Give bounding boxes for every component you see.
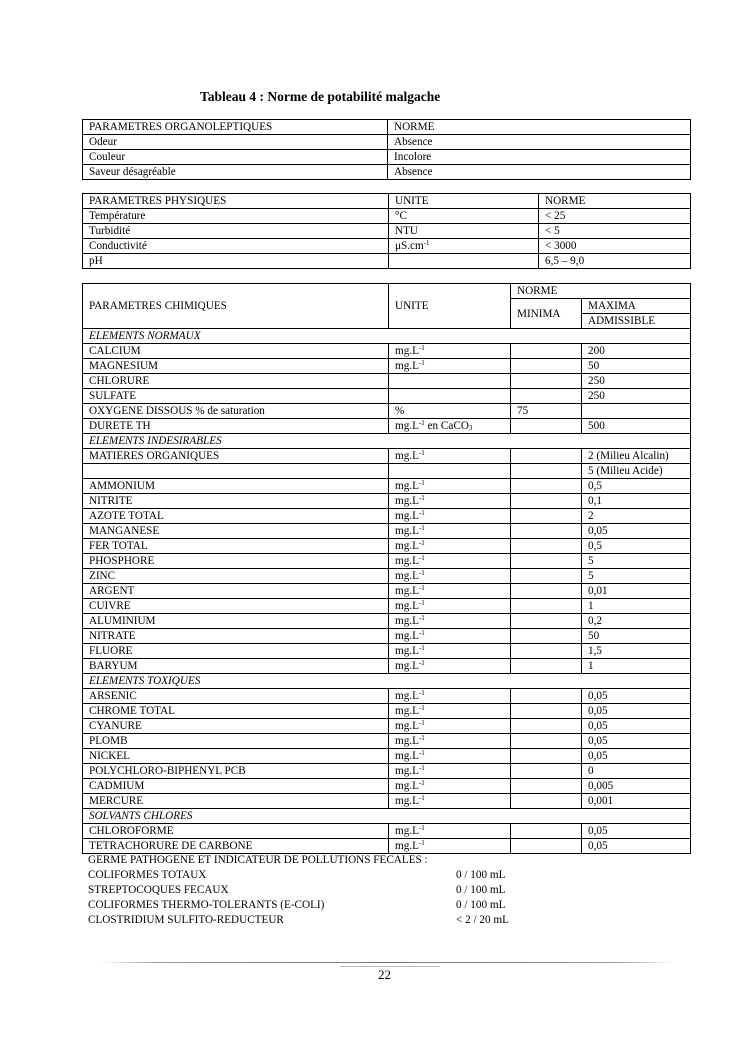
norme-value: < 5 xyxy=(539,224,691,239)
minima-value xyxy=(511,704,582,719)
unit-cell: NTU xyxy=(389,224,539,239)
param-name: TETRACHORURE DE CARBONE xyxy=(83,839,389,854)
unit-cell xyxy=(389,254,539,269)
maxima-value: 500 xyxy=(582,419,691,434)
maxima-value: 0,5 xyxy=(582,479,691,494)
minima-value xyxy=(511,779,582,794)
minima-value xyxy=(511,764,582,779)
maxima-value: 1,5 xyxy=(582,644,691,659)
unit-cell: $mg.L^{-1}$ en CaCO$_3$ xyxy=(389,419,511,434)
table-row xyxy=(83,629,691,644)
table-row xyxy=(83,509,691,524)
minima-value xyxy=(511,509,582,524)
germ-row xyxy=(88,883,608,898)
table-row xyxy=(83,569,691,584)
organo-header-param: PARAMETRES ORGANOLEPTIQUES xyxy=(83,120,388,135)
maxima-value: 0,05 xyxy=(582,734,691,749)
section-label: ELEMENTS INDESIRABLES xyxy=(83,434,691,449)
param-name: ARGENT xyxy=(83,584,389,599)
unit-cell: $mg.L^{-1}$ xyxy=(389,359,511,374)
minima-value xyxy=(511,374,582,389)
param-name: ZINC xyxy=(83,569,389,584)
physique-header-norme: NORME xyxy=(539,194,691,209)
unit-exponent: -1 xyxy=(418,689,425,697)
chemical-table xyxy=(82,283,691,854)
unit-exponent: -1 xyxy=(418,419,425,427)
table-row xyxy=(83,359,691,374)
table-row xyxy=(83,389,691,404)
param-name: CYANURE xyxy=(83,719,389,734)
maxima-value: 0,001 xyxy=(582,794,691,809)
unit-exponent: -1 xyxy=(418,599,425,607)
unit-cell: $mg.L^{-1}$ xyxy=(389,584,511,599)
param-name: PLOMB xyxy=(83,734,389,749)
organoleptic-table xyxy=(82,119,691,180)
minima-value xyxy=(511,464,582,479)
unit-cell: $mg.L^{-1}$ xyxy=(389,449,511,464)
param-name: MANGANESE xyxy=(83,524,389,539)
minima-value: 75 xyxy=(511,404,582,419)
unit-exponent: -1 xyxy=(418,359,425,367)
unit-cell: $mg.L^{-1}$ xyxy=(389,734,511,749)
organo-header-row xyxy=(83,120,691,135)
param-name: pH xyxy=(83,254,389,269)
unit-exponent: -1 xyxy=(418,719,425,727)
param-name: CHROME TOTAL xyxy=(83,704,389,719)
minima-value xyxy=(511,539,582,554)
param-name: CADMIUM xyxy=(83,779,389,794)
chem-header-norme: NORME xyxy=(511,284,691,299)
param-name: FLUORE xyxy=(83,644,389,659)
unit-exponent: -1 xyxy=(418,554,425,562)
param-name: MERCURE xyxy=(83,794,389,809)
chem-header-maxima: MAXIMA xyxy=(582,299,691,314)
section-label: ELEMENTS TOXIQUES xyxy=(83,674,691,689)
maxima-value: 0,1 xyxy=(582,494,691,509)
minima-value xyxy=(511,494,582,509)
param-name: NITRATE xyxy=(83,629,389,644)
param-name: FER TOTAL xyxy=(83,539,389,554)
unit-cell: $\mu S.cm^{-1}$ xyxy=(389,239,539,254)
maxima-value: 0,2 xyxy=(582,614,691,629)
section-label: ELEMENTS NORMAUX xyxy=(83,329,691,344)
norme-value: Absence xyxy=(388,165,691,180)
minima-value xyxy=(511,689,582,704)
physique-header-param: PARAMETRES PHYSIQUES xyxy=(83,194,389,209)
maxima-value xyxy=(582,404,691,419)
maxima-value: 1 xyxy=(582,659,691,674)
param-name: Couleur xyxy=(83,150,388,165)
chem-header-row-1 xyxy=(83,284,691,299)
chem-header-param: PARAMETRES CHIMIQUES xyxy=(83,284,389,329)
germ-value: < 2 / 20 mL xyxy=(456,914,509,926)
unit-exponent: -1 xyxy=(418,494,425,502)
unit-exponent: -1 xyxy=(418,449,425,457)
minima-value xyxy=(511,344,582,359)
minima-value xyxy=(511,614,582,629)
unit-cell: $mg.L^{-1}$ xyxy=(389,614,511,629)
germ-value: 0 / 100 mL xyxy=(456,899,506,911)
chem-header-admissible: ADMISSIBLE xyxy=(582,314,691,329)
unit-cell: °C xyxy=(389,209,539,224)
maxima-value: 0,05 xyxy=(582,704,691,719)
minima-value xyxy=(511,599,582,614)
param-name xyxy=(83,464,389,479)
minima-value xyxy=(511,449,582,464)
unit-exponent: -1 xyxy=(418,539,425,547)
unit-cell: % xyxy=(389,404,511,419)
param-name: NITRITE xyxy=(83,494,389,509)
maxima-value: 0,5 xyxy=(582,539,691,554)
maxima-value: 0,05 xyxy=(582,524,691,539)
param-name: MAGNESIUM xyxy=(83,359,389,374)
param-name: AMMONIUM xyxy=(83,479,389,494)
unit-cell: $mg.L^{-1}$ xyxy=(389,479,511,494)
param-name: ALUMINIUM xyxy=(83,614,389,629)
minima-value xyxy=(511,644,582,659)
param-name: Saveur désagréable xyxy=(83,165,388,180)
germ-heading: GERME PATHOGENE ET INDICATEUR DE POLLUTIONS FECALES : xyxy=(88,854,428,866)
table-row xyxy=(83,150,691,165)
norme-value: 6,5 – 9,0 xyxy=(539,254,691,269)
unit-exponent: -1 xyxy=(418,749,425,757)
minima-value xyxy=(511,359,582,374)
minima-value xyxy=(511,419,582,434)
unit-cell: $mg.L^{-1}$ xyxy=(389,689,511,704)
param-name: BARYUM xyxy=(83,659,389,674)
param-name: OXYGENE DISSOUS % de saturation xyxy=(83,404,389,419)
param-name: MATIERES ORGANIQUES xyxy=(83,449,389,464)
unit-cell: $mg.L^{-1}$ xyxy=(389,764,511,779)
minima-value xyxy=(511,839,582,854)
unit-cell xyxy=(389,374,511,389)
unit-cell: $mg.L^{-1}$ xyxy=(389,704,511,719)
table-row xyxy=(83,494,691,509)
maxima-value: 1 xyxy=(582,599,691,614)
table-row xyxy=(83,734,691,749)
unit-cell: $mg.L^{-1}$ xyxy=(389,494,511,509)
param-name: POLYCHLORO-BIPHENYL PCB xyxy=(83,764,389,779)
norme-value: Incolore xyxy=(388,150,691,165)
unit-cell: $mg.L^{-1}$ xyxy=(389,824,511,839)
unit-cell: $mg.L^{-1}$ xyxy=(389,719,511,734)
table-row xyxy=(83,599,691,614)
table-row xyxy=(83,449,691,464)
param-name: DURETE TH xyxy=(83,419,389,434)
param-name: CHLORURE xyxy=(83,374,389,389)
maxima-value: 200 xyxy=(582,344,691,359)
minima-value xyxy=(511,479,582,494)
table-row xyxy=(83,344,691,359)
unit-exponent: -1 xyxy=(418,614,425,622)
unit-exponent: -1 xyxy=(418,569,425,577)
table-row xyxy=(83,239,691,254)
unit-cell: $mg.L^{-1}$ xyxy=(389,509,511,524)
table-row xyxy=(83,689,691,704)
chem-header-minima: MINIMA xyxy=(511,299,582,329)
maxima-value: 0,005 xyxy=(582,779,691,794)
table-row xyxy=(83,479,691,494)
param-name: Turbidité xyxy=(83,224,389,239)
maxima-value: 0,05 xyxy=(582,719,691,734)
germ-name: COLIFORMES THERMO-TOLERANTS (E-COLI) xyxy=(88,899,325,911)
minima-value xyxy=(511,659,582,674)
unit-cell: $mg.L^{-1}$ xyxy=(389,659,511,674)
minima-value xyxy=(511,524,582,539)
physical-table xyxy=(82,193,691,269)
param-name: PHOSPHORE xyxy=(83,554,389,569)
table-row xyxy=(83,659,691,674)
unit-exponent: -1 xyxy=(418,704,425,712)
minima-value xyxy=(511,554,582,569)
table-row xyxy=(83,764,691,779)
table-row xyxy=(83,224,691,239)
param-name: Odeur xyxy=(83,135,388,150)
unit-cell: $mg.L^{-1}$ xyxy=(389,554,511,569)
param-name: SULFATE xyxy=(83,389,389,404)
table-row xyxy=(83,584,691,599)
germ-value: 0 / 100 mL xyxy=(456,884,506,896)
maxima-value: 50 xyxy=(582,359,691,374)
maxima-value: 5 xyxy=(582,569,691,584)
table-row xyxy=(83,209,691,224)
maxima-value: 250 xyxy=(582,389,691,404)
unit-cell: $mg.L^{-1}$ xyxy=(389,569,511,584)
germ-row xyxy=(88,868,608,883)
section-row xyxy=(83,434,691,449)
maxima-value: 50 xyxy=(582,629,691,644)
maxima-value: 0,05 xyxy=(582,839,691,854)
unit-exponent: -1 xyxy=(418,479,425,487)
unit-exponent: -1 xyxy=(423,239,430,247)
unit-cell: $mg.L^{-1}$ xyxy=(389,344,511,359)
table-row xyxy=(83,374,691,389)
maxima-value: 5 (Milieu Acide) xyxy=(582,464,691,479)
table-row xyxy=(83,254,691,269)
table-row xyxy=(83,464,691,479)
organo-header-norme: NORME xyxy=(388,120,691,135)
table-row xyxy=(83,824,691,839)
unit-exponent: -1 xyxy=(418,839,425,847)
unit-exponent: -1 xyxy=(418,764,425,772)
minima-value xyxy=(511,824,582,839)
germ-name: STREPTOCOQUES FECAUX xyxy=(88,884,229,896)
table-row xyxy=(83,794,691,809)
minima-value xyxy=(511,569,582,584)
minima-value xyxy=(511,734,582,749)
table-row xyxy=(83,539,691,554)
table-title: Tableau 4 : Norme de potabilité malgache xyxy=(200,89,441,104)
unit-subscript: 3 xyxy=(468,424,473,432)
unit-cell: $mg.L^{-1}$ xyxy=(389,599,511,614)
unit-cell: $mg.L^{-1}$ xyxy=(389,794,511,809)
unit-cell: $mg.L^{-1}$ xyxy=(389,644,511,659)
section-row xyxy=(83,809,691,824)
germ-value: 0 / 100 mL xyxy=(456,869,506,881)
table-row xyxy=(83,614,691,629)
table-row xyxy=(83,779,691,794)
param-name: CHLOROFORME xyxy=(83,824,389,839)
table-row xyxy=(83,839,691,854)
minima-value xyxy=(511,794,582,809)
maxima-value: 0,05 xyxy=(582,824,691,839)
table-row xyxy=(83,419,691,434)
maxima-value: 0 xyxy=(582,764,691,779)
norme-value: < 3000 xyxy=(539,239,691,254)
norme-value: < 25 xyxy=(539,209,691,224)
minima-value xyxy=(511,629,582,644)
section-row xyxy=(83,674,691,689)
unit-exponent: -1 xyxy=(418,659,425,667)
unit-cell: $mg.L^{-1}$ xyxy=(389,839,511,854)
unit-exponent: -1 xyxy=(418,584,425,592)
unit-exponent: -1 xyxy=(418,794,425,802)
param-name: Conductivité xyxy=(83,239,389,254)
param-name: ARSENIC xyxy=(83,689,389,704)
norme-value: Absence xyxy=(388,135,691,150)
unit-cell xyxy=(389,464,511,479)
germ-row xyxy=(88,898,608,913)
table-row xyxy=(83,135,691,150)
unit-exponent: -1 xyxy=(418,824,425,832)
unit-exponent: -1 xyxy=(418,344,425,352)
germ-row xyxy=(88,913,608,928)
page-number: 22 xyxy=(378,967,391,982)
param-name: Température xyxy=(83,209,389,224)
unit-exponent: -1 xyxy=(418,779,425,787)
unit-exponent: -1 xyxy=(418,629,425,637)
section-label: SOLVANTS CHLORES xyxy=(83,809,691,824)
param-name: CUIVRE xyxy=(83,599,389,614)
table-row xyxy=(83,165,691,180)
germ-name: COLIFORMES TOTAUX xyxy=(88,869,207,881)
table-row xyxy=(83,719,691,734)
physique-header-row xyxy=(83,194,691,209)
germ-section xyxy=(88,853,608,928)
minima-value xyxy=(511,389,582,404)
germ-name: CLOSTRIDIUM SULFITO-REDUCTEUR xyxy=(88,914,284,926)
unit-exponent: -1 xyxy=(418,644,425,652)
chem-header-unit: UNITE xyxy=(389,284,511,329)
unit-cell: $mg.L^{-1}$ xyxy=(389,629,511,644)
table-row xyxy=(83,524,691,539)
minima-value xyxy=(511,584,582,599)
unit-cell: $mg.L^{-1}$ xyxy=(389,749,511,764)
table-row xyxy=(83,554,691,569)
minima-value xyxy=(511,749,582,764)
table-row xyxy=(83,644,691,659)
maxima-value: 2 (Milieu Alcalin) xyxy=(582,449,691,464)
maxima-value: 0,01 xyxy=(582,584,691,599)
maxima-value: 250 xyxy=(582,374,691,389)
table-row xyxy=(83,404,691,419)
unit-exponent: -1 xyxy=(418,524,425,532)
maxima-value: 0,05 xyxy=(582,689,691,704)
unit-cell: $mg.L^{-1}$ xyxy=(389,524,511,539)
section-row xyxy=(83,329,691,344)
param-name: AZOTE TOTAL xyxy=(83,509,389,524)
footer-divider xyxy=(100,962,675,963)
unit-cell: $mg.L^{-1}$ xyxy=(389,539,511,554)
unit-cell xyxy=(389,389,511,404)
maxima-value: 2 xyxy=(582,509,691,524)
param-name: NICKEL xyxy=(83,749,389,764)
physique-header-unit: UNITE xyxy=(389,194,539,209)
unit-exponent: -1 xyxy=(418,509,425,517)
maxima-value: 0,05 xyxy=(582,749,691,764)
unit-exponent: -1 xyxy=(418,734,425,742)
minima-value xyxy=(511,719,582,734)
param-name: CALCIUM xyxy=(83,344,389,359)
table-row xyxy=(83,704,691,719)
table-row xyxy=(83,749,691,764)
maxima-value: 5 xyxy=(582,554,691,569)
unit-cell: $mg.L^{-1}$ xyxy=(389,779,511,794)
